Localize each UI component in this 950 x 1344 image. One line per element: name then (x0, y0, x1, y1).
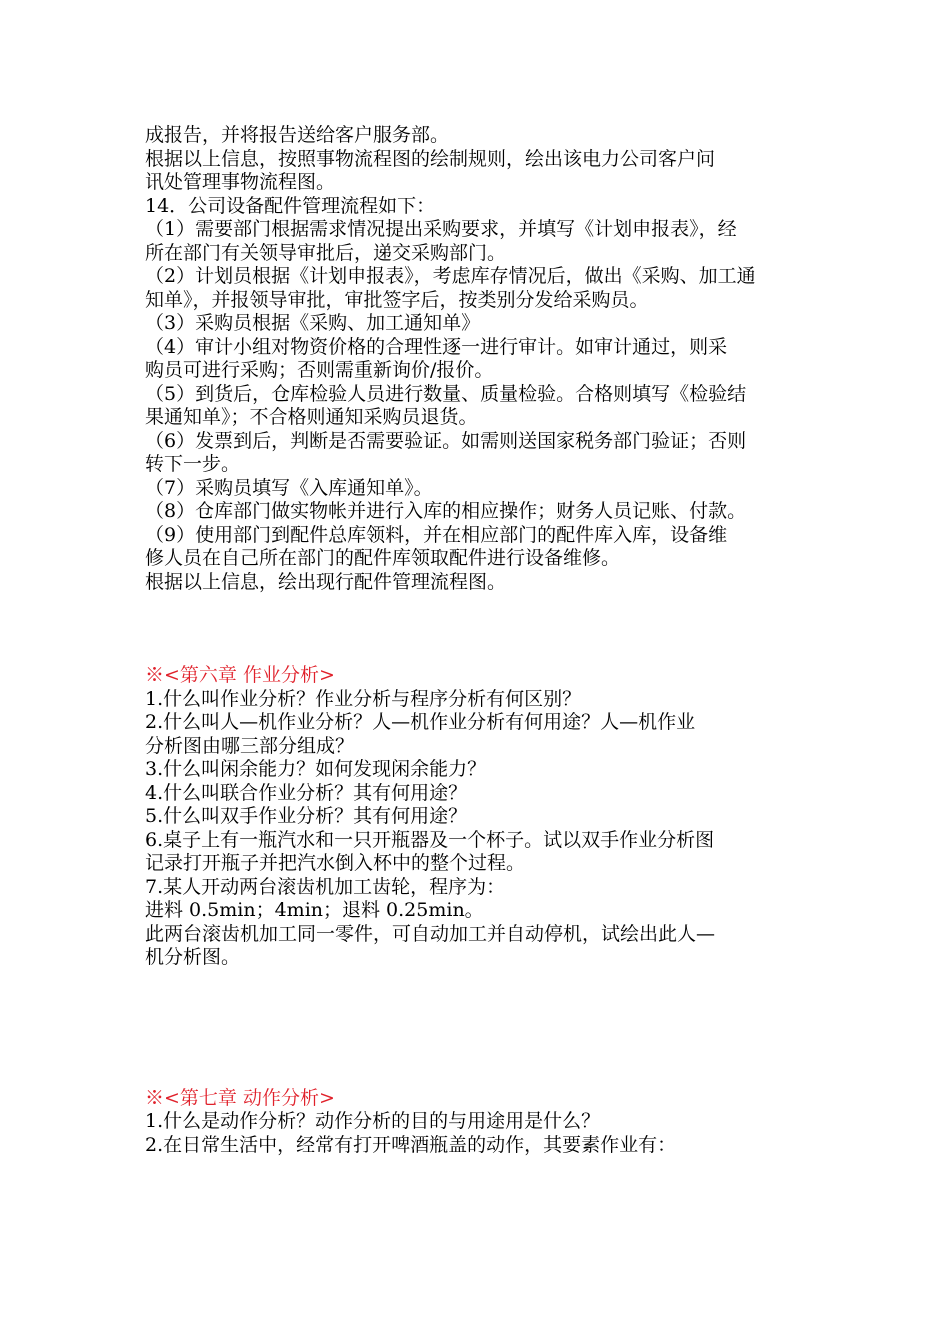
text-line: 14．公司设备配件管理流程如下： (145, 194, 436, 217)
text-line: 成报告，并将报告送给客户服务部。 (145, 124, 450, 146)
text-line: 果通知单》；不合格则通知采购员退货。 (145, 406, 478, 428)
spacer (145, 970, 810, 1087)
chapter6-heading: ※<第六章 作业分析> (145, 664, 335, 686)
text-line: 进料 0.5min；4min；退料 0.25min。 (145, 899, 484, 921)
text-line: 知单》，并报领导审批，审批签字后，按类别分发给采购员。 (145, 288, 649, 311)
text-line: 3.什么叫闲余能力？如何发现闲余能力？ (145, 758, 487, 780)
chapter7-questions (145, 1110, 810, 1157)
text-line: 机分析图。 (145, 946, 241, 968)
text-line: 7.某人开动两台滚齿机加工齿轮，程序为： (145, 875, 506, 898)
spacer (145, 594, 810, 664)
text-line: （3）采购员根据《采购、加工通知单》 (145, 312, 481, 334)
text-line: 讯处管理事物流程图。 (145, 171, 336, 193)
text-line: 2.在日常生活中，经常有打开啤酒瓶盖的动作，其要素作业有： (145, 1133, 677, 1156)
text-line: 1.什么是动作分析？动作分析的目的与用途用是什么？ (145, 1110, 601, 1132)
text-line: 修人员在自己所在部门的配件库领取配件进行设备维修。 (145, 547, 621, 569)
text-line: 2.什么叫人—机作业分析？人—机作业分析有何用途？人—机作业 (145, 711, 696, 733)
text-line: （5）到货后，仓库检验人员进行数量、质量检验。合格则填写《检验结 (145, 382, 747, 405)
text-line: 5.什么叫双手作业分析？其有何用途？ (145, 805, 468, 827)
text-line: （8）仓库部门做实物帐并进行入库的相应操作；财务人员记账、付款。 (145, 500, 747, 522)
text-line: （1）需要部门根据需求情况提出采购要求，并填写《计划申报表》，经 (145, 218, 737, 240)
text-line: 转下一步。 (145, 453, 241, 475)
text-line: （2）计划员根据《计划申报表》，考虑库存情况后，做出《采购、加工通 (145, 265, 756, 287)
chapter6-questions (145, 688, 810, 970)
text-line: 所在部门有关领导审批后，递交采购部门。 (145, 241, 507, 264)
text-line: 4.什么叫联合作业分析？其有何用途？ (145, 781, 468, 804)
section-flowchart-exercises (145, 124, 810, 594)
text-line: 6.桌子上有一瓶汽水和一只开瓶器及一个杯子。试以双手作业分析图 (145, 828, 715, 851)
text-line: （9）使用部门到配件总库领料，并在相应部门的配件库入库，设备维 (145, 523, 728, 546)
text-line: 分析图由哪三部分组成？ (145, 734, 355, 757)
text-line: 根据以上信息，绘出现行配件管理流程图。 (145, 570, 507, 593)
text-line: （4）审计小组对物资价格的合理性逐一进行审计。如审计通过，则采 (145, 335, 728, 358)
text-line: 根据以上信息，按照事物流程图的绘制规则，绘出该电力公司客户问 (145, 147, 716, 170)
document-page (145, 124, 810, 1157)
text-line: 记录打开瓶子并把汽水倒入杯中的整个过程。 (145, 852, 526, 874)
text-line: 1.什么叫作业分析？作业分析与程序分析有何区别？ (145, 687, 582, 710)
text-line: （7）采购员填写《入库通知单》。 (145, 476, 433, 499)
chapter7-heading: ※<第七章 动作分析> (145, 1086, 335, 1109)
text-line: （6）发票到后，判断是否需要验证。如需则送国家税务部门验证；否则 (145, 429, 747, 452)
text-line: 此两台滚齿机加工同一零件，可自动加工并自动停机，试绘出此人— (145, 922, 716, 945)
text-line: 购员可进行采购；否则需重新询价/报价。 (145, 359, 494, 381)
